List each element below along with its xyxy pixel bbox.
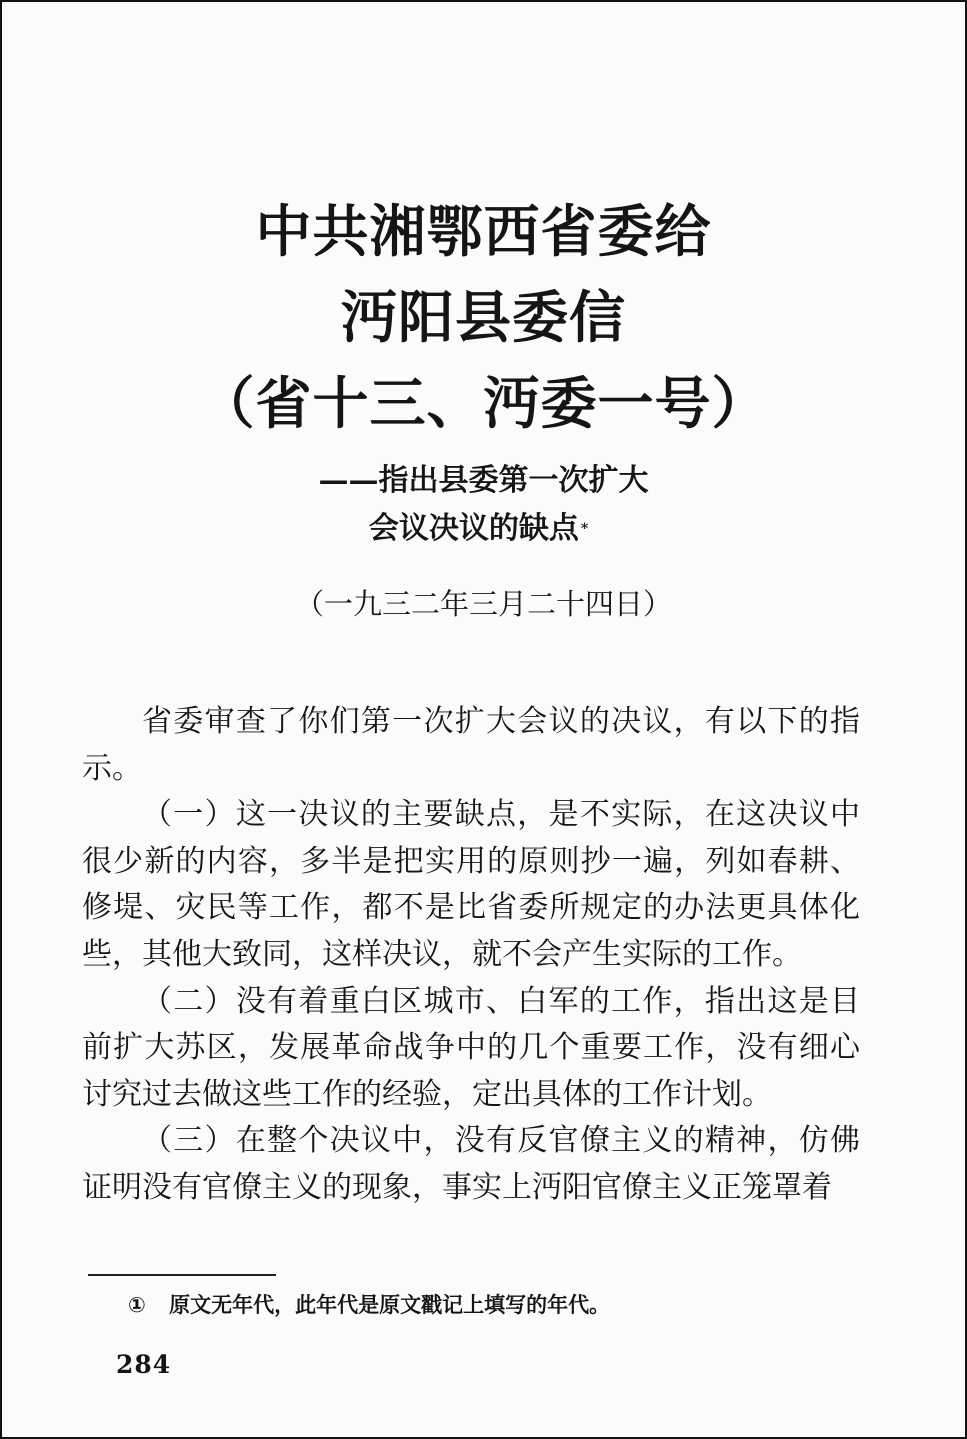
footnote [128,1289,868,1321]
footnote-divider [88,1274,276,1276]
paragraph-one: （一）这一决议的主要缺点，是不实际，在这决议中很少新的内容，多半是把实用的原则抄一遍，列如春耕、修堤、灾民等工作，都不是比省委所规定的办法更具体化些，其他大致同，这样决议，就不会产生实际的工作。 [82,797,860,972]
title-line-3: （省十三、沔委一号） [198,372,769,437]
title-line-1: 中共湘鄂西省委给 [255,200,712,265]
paragraph-three: （三）在整个决议中，没有反官僚主义的精神，仿佛证明没有官僚主义的现象，事实上沔阳官僚主义正笼罩着 [82,1123,860,1205]
title-line-2: 沔阳县委信 [341,286,626,351]
page-number: 284 [116,1350,172,1379]
document-date: （一九三二年三月二十四日） [294,587,672,621]
paragraph-two: （二）没有着重白区城市、白军的工作，指出这是目前扩大苏区，发展革命战争中的几个重要工作，没有细心讨究过去做这些工作的经验，定出具体的工作计划。 [82,983,860,1112]
subtitle-line-2 [2,505,965,553]
document-body [82,699,860,1212]
subtitle-line-1: ——指出县委第一次扩大 [318,463,649,498]
paragraph-intro: 省委审查了你们第一次扩大会议的决议，有以下的指示。 [82,704,860,786]
document-subtitle [2,457,965,553]
subtitle-line-2-text: 会议决议的缺点 [368,511,579,546]
footnote-number: ① [128,1293,146,1317]
document-title [2,190,965,448]
subtitle-footnote-marker: * [580,521,589,537]
footnote-text: 原文无年代，此年代是原文戳记上填写的年代。 [169,1293,611,1317]
